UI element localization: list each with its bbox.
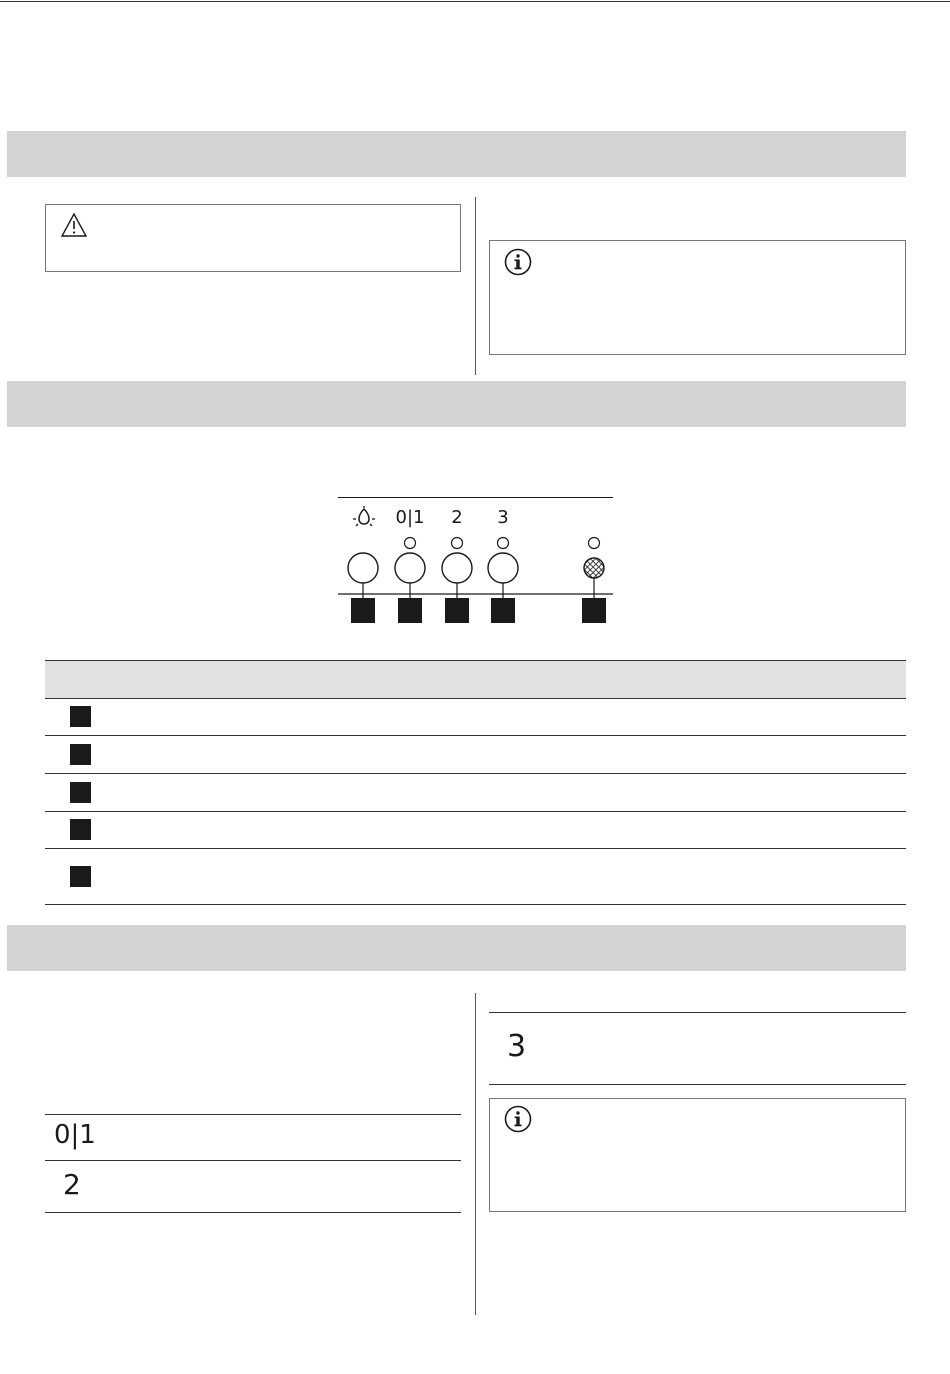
table-row-rule	[45, 848, 906, 849]
on-off-led	[405, 538, 416, 549]
section-3-header	[7, 925, 906, 971]
info-box	[489, 240, 906, 355]
speed-2-button	[442, 553, 472, 583]
light-button	[348, 553, 378, 583]
info-box	[489, 1098, 906, 1212]
callout-2	[398, 598, 422, 623]
row-marker-2	[70, 744, 91, 765]
speed-symbol-3: 3	[507, 1029, 527, 1064]
function-table-header	[45, 660, 906, 698]
callout-3	[445, 598, 469, 623]
speed-list-rule	[489, 1012, 906, 1013]
row-marker-5	[70, 866, 91, 887]
table-row-rule	[45, 773, 906, 774]
row-marker-3	[70, 782, 91, 803]
table-row-rule	[45, 735, 906, 736]
table-header-rule	[45, 698, 906, 699]
speed-symbol-2: 2	[63, 1168, 81, 1201]
column-divider	[475, 993, 476, 1315]
row-marker-4	[70, 819, 91, 840]
info-circle-icon	[503, 247, 533, 277]
speed-3-label: 3	[497, 507, 509, 528]
callout-5	[582, 598, 606, 623]
speed-2-led	[452, 538, 463, 549]
row-marker-1	[70, 706, 91, 727]
control-panel-diagram	[330, 490, 620, 630]
section-2-header	[7, 381, 906, 427]
on-off-button	[395, 553, 425, 583]
callout-1	[351, 598, 375, 623]
speed-3-button	[488, 553, 518, 583]
info-circle-icon	[503, 1104, 533, 1134]
warning-triangle-icon	[60, 212, 88, 238]
warning-box	[45, 204, 461, 272]
grease-filter-icon	[584, 558, 604, 578]
control-panel-shapes	[330, 490, 620, 630]
top-rule	[0, 1, 950, 2]
speed-3-led	[498, 538, 509, 549]
speed-list-rule	[45, 1212, 461, 1213]
speed-2-label: 2	[451, 507, 463, 528]
column-divider	[475, 197, 476, 375]
filter-led	[589, 538, 600, 549]
speed-list-rule	[45, 1114, 461, 1115]
speed-symbol-on-off: 0|1	[54, 1120, 96, 1150]
callout-4	[491, 598, 515, 623]
table-row-rule	[45, 811, 906, 812]
on-off-label: 0|1	[395, 507, 425, 528]
section-1-header	[7, 131, 906, 177]
speed-list-rule	[45, 1160, 461, 1161]
speed-list-rule	[489, 1084, 906, 1085]
table-bottom-rule	[45, 904, 906, 905]
